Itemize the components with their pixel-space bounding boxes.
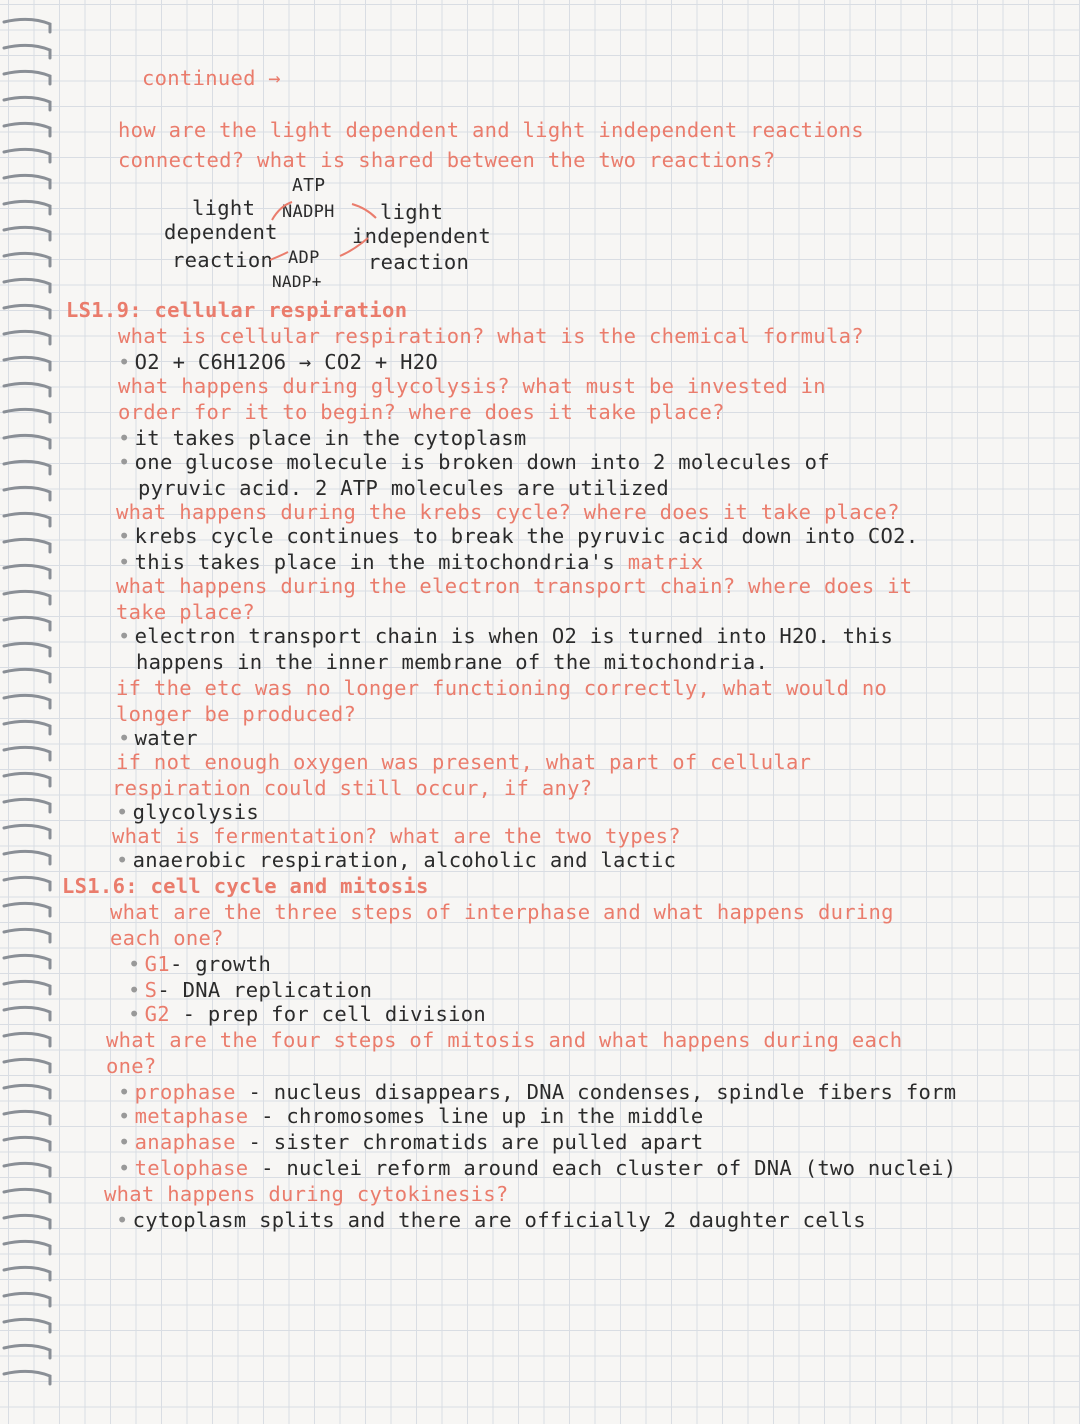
question-text: what are the three steps of interphase and what happens during: [110, 900, 894, 924]
diagram-left-label: reaction: [172, 248, 274, 272]
answer-text: • O2 + C6H12O6 → CO2 + H2O: [118, 350, 439, 374]
diagram-arrows: [250, 190, 390, 270]
continued-label: continued →: [142, 66, 282, 90]
highlight-word: matrix: [627, 550, 704, 574]
answer-text: • anaphase - sister chromatids are pulled apart: [118, 1130, 704, 1154]
answer-text: • G1- growth: [128, 952, 272, 976]
answer-text: • cytoplasm splits and there are officially 2 daughter cells: [116, 1208, 866, 1232]
question-text: what happens during cytokinesis?: [104, 1182, 509, 1206]
diagram-left-label: dependent: [164, 220, 278, 244]
question-text: connected? what is shared between the two reactions?: [118, 148, 776, 172]
answer-text: • this takes place in the mitochondria's matrix: [118, 550, 704, 574]
answer-text: • G2 - prep for cell division: [128, 1002, 487, 1026]
question-text: what happens during glycolysis? what must be invested in: [118, 374, 826, 398]
answer-text: • telophase - nuclei reform around each cluster of DNA (two nuclei): [118, 1156, 957, 1180]
question-text: longer be produced?: [116, 702, 357, 726]
section-heading: LS1.9: cellular respiration: [66, 298, 408, 322]
question-text: what is cellular respiration? what is the chemical formula?: [118, 324, 864, 348]
question-text: how are the light dependent and light independent reactions: [118, 118, 864, 142]
diagram-nadph: NADPH: [282, 202, 335, 222]
answer-text: • glycolysis: [116, 800, 260, 824]
answer-text: happens in the inner membrane of the mitochondria.: [136, 650, 769, 674]
question-text: order for it to begin? where does it take place?: [118, 400, 725, 424]
question-text: take place?: [116, 600, 256, 624]
answer-text: • water: [118, 726, 198, 750]
question-text: what are the four steps of mitosis and what happens during each: [106, 1028, 903, 1052]
diagram-atp: ATP: [292, 175, 326, 196]
diagram-right-label: light: [380, 200, 444, 224]
answer-text: • one glucose molecule is broken down into 2 molecules of: [118, 450, 830, 474]
diagram-nadp: NADP+: [272, 272, 322, 291]
answer-text: • prophase - nucleus disappears, DNA condenses, spindle fibers form: [118, 1080, 957, 1104]
question-text: what is fermentation? what are the two types?: [112, 824, 681, 848]
answer-text: • anaerobic respiration, alcoholic and lactic: [116, 848, 677, 872]
diagram-adp: ADP: [288, 248, 320, 268]
answer-text: • krebs cycle continues to break the pyruvic acid down into CO2.: [118, 524, 919, 548]
question-text: if not enough oxygen was present, what part of cellular: [116, 750, 812, 774]
answer-text: pyruvic acid. 2 ATP molecules are utilized: [138, 476, 669, 500]
question-text: one?: [106, 1054, 157, 1078]
question-text: what happens during the electron transport chain? where does it: [116, 574, 913, 598]
diagram-right-label: independent: [352, 224, 492, 248]
diagram-right-label: reaction: [368, 250, 470, 274]
question-text: respiration could still occur, if any?: [112, 776, 593, 800]
answer-text: • S- DNA replication: [128, 978, 373, 1002]
answer-text: • metaphase - chromosomes line up in the middle: [118, 1104, 704, 1128]
answer-text: • it takes place in the cytoplasm: [118, 426, 527, 450]
question-text: if the etc was no longer functioning correctly, what would no: [116, 676, 888, 700]
question-text: what happens during the krebs cycle? where does it take place?: [116, 500, 900, 524]
section-heading: LS1.6: cell cycle and mitosis: [62, 874, 429, 898]
diagram-left-label: light: [192, 196, 256, 220]
question-text: each one?: [110, 926, 224, 950]
spiral-binding: [0, 0, 70, 1424]
answer-text: • electron transport chain is when O2 is turned into H2O. this: [118, 624, 894, 648]
